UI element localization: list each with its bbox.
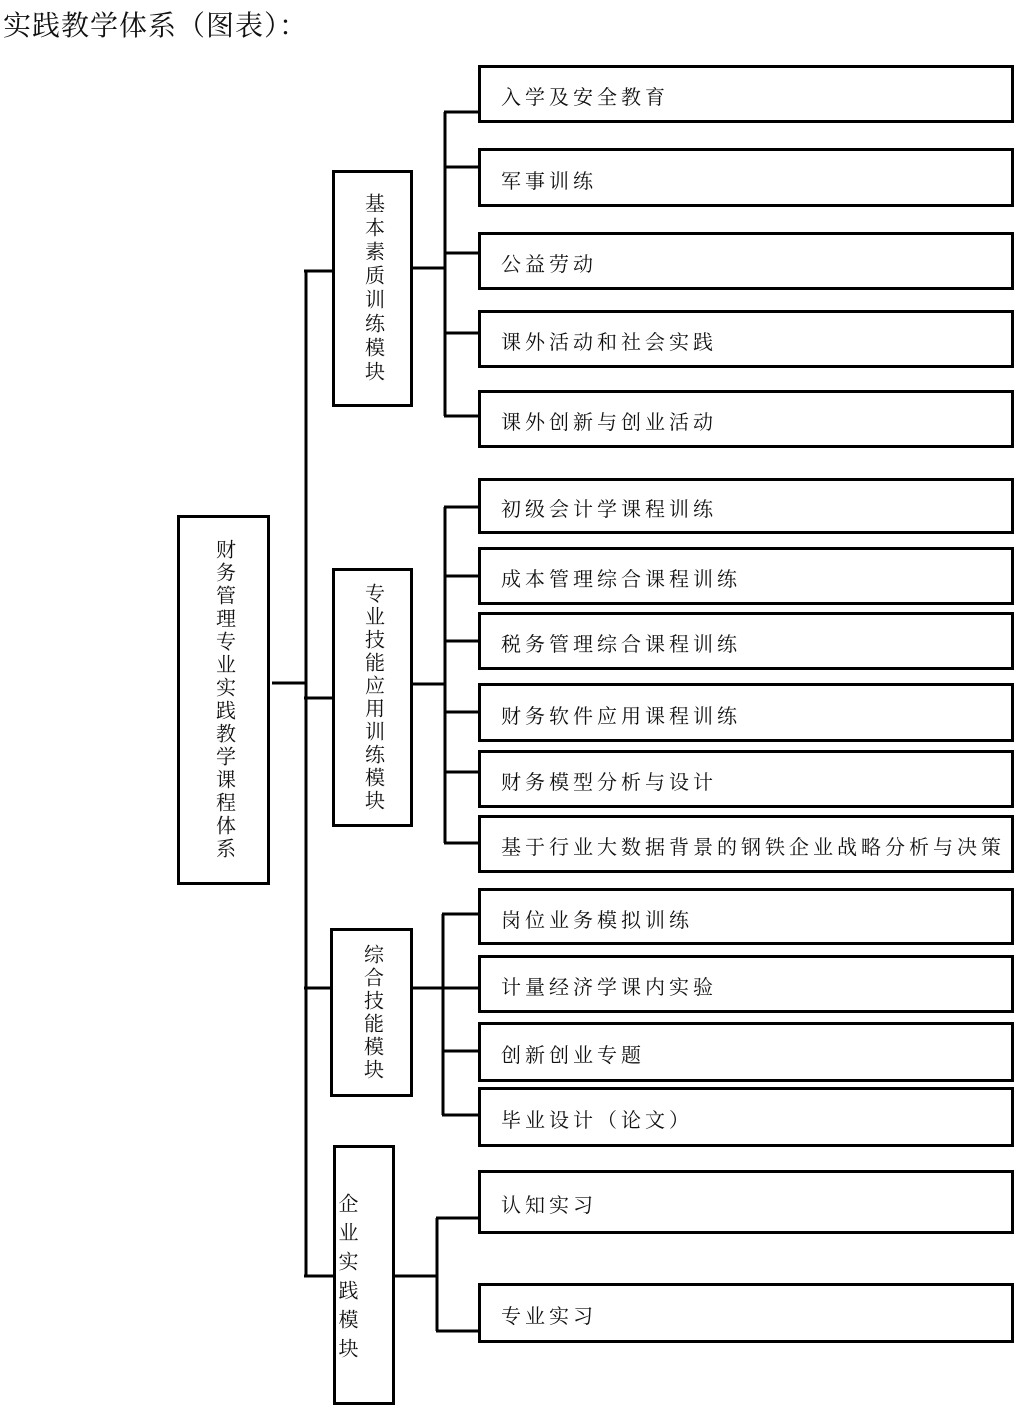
root-node bbox=[177, 515, 270, 885]
leaf-box-m3-3: 创新创业专题 bbox=[478, 1022, 1014, 1082]
leaf-box-m4-1: 认知实习 bbox=[478, 1170, 1014, 1234]
leaf-box-m1-2: 军事训练 bbox=[478, 148, 1014, 207]
leaf-box-m2-6: 基于行业大数据背景的钢铁企业战略分析与决策 bbox=[478, 815, 1014, 873]
leaf-box-m2-3: 税务管理综合课程训练 bbox=[478, 612, 1014, 670]
leaf-box-m3-2: 计量经济学课内实验 bbox=[478, 955, 1014, 1013]
module-node-comprehensive-skills bbox=[330, 928, 413, 1097]
leaf-box-m3-1: 岗位业务模拟训练 bbox=[478, 888, 1014, 945]
module-node-basic-quality bbox=[332, 170, 413, 407]
root-node-label: 财务管理专业实践教学课程体系 bbox=[212, 539, 235, 861]
leaf-box-m1-1: 入学及安全教育 bbox=[478, 65, 1014, 123]
module-node-enterprise-practice bbox=[333, 1145, 395, 1405]
module-node-label: 基本素质训练模块 bbox=[361, 192, 384, 385]
module-node-label: 企业实践模块 bbox=[335, 1193, 357, 1367]
module-node-label: 专业技能应用训练模块 bbox=[361, 582, 384, 813]
leaf-box-m1-3: 公益劳动 bbox=[478, 232, 1014, 290]
leaf-box-m4-2: 专业实习 bbox=[478, 1283, 1014, 1343]
leaf-box-m2-2: 成本管理综合课程训练 bbox=[478, 547, 1014, 605]
leaf-box-m2-4: 财务软件应用课程训练 bbox=[478, 683, 1014, 742]
leaf-box-m2-5: 财务模型分析与设计 bbox=[478, 750, 1014, 808]
leaf-box-m1-4: 课外活动和社会实践 bbox=[478, 310, 1014, 368]
module-node-label: 综合技能模块 bbox=[360, 943, 383, 1082]
page-title: 实践教学体系（图表）： bbox=[3, 11, 309, 42]
leaf-box-m3-4: 毕业设计（论文） bbox=[478, 1087, 1014, 1147]
module-node-professional-skills bbox=[332, 568, 413, 827]
leaf-box-m1-5: 课外创新与创业活动 bbox=[478, 390, 1014, 448]
leaf-box-m2-1: 初级会计学课程训练 bbox=[478, 478, 1014, 534]
